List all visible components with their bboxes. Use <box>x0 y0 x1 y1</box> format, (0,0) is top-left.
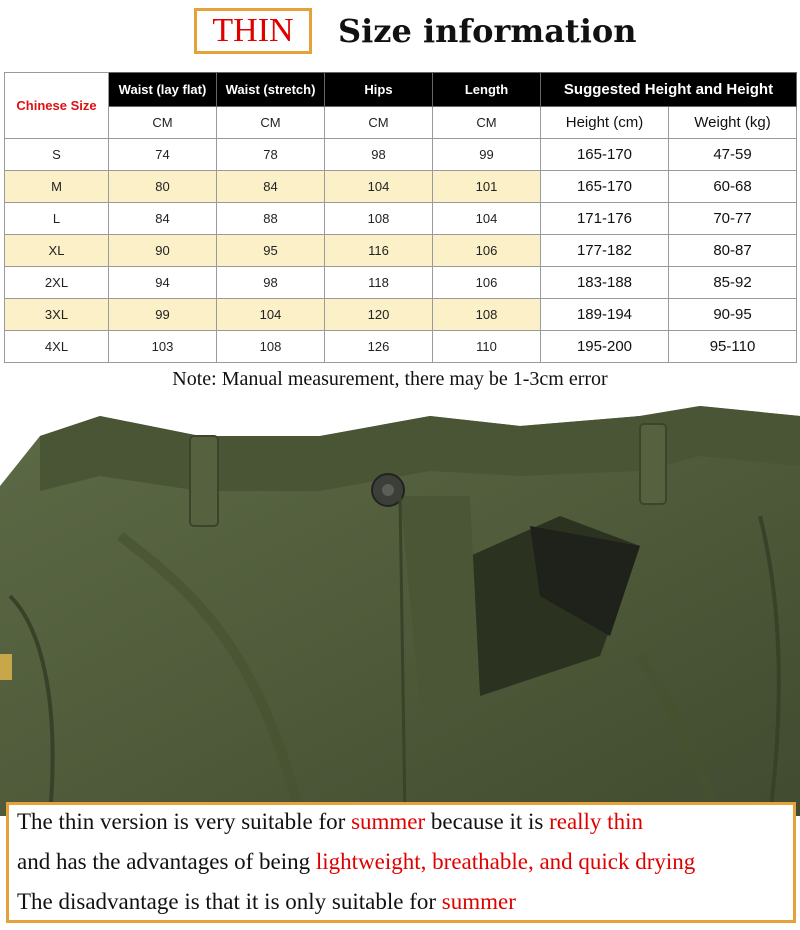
table-row <box>541 171 797 203</box>
thin-badge <box>194 8 312 54</box>
size-cell: XL <box>5 235 109 267</box>
value-cell: 99 <box>109 299 217 331</box>
suggested-table <box>540 72 797 363</box>
description-line-3 <box>17 889 516 915</box>
page-title: Size information <box>338 12 637 50</box>
value-cell: 78 <box>217 139 325 171</box>
description-line-2 <box>17 849 695 875</box>
size-cell: M <box>5 171 109 203</box>
value-cell: 88 <box>217 203 325 235</box>
description-box <box>6 802 796 923</box>
height-cell: 165-170 <box>541 171 669 203</box>
description-text: because it is <box>425 809 550 834</box>
value-cell: 116 <box>325 235 433 267</box>
height-cell: 171-176 <box>541 203 669 235</box>
header <box>0 6 800 60</box>
weight-cell: 47-59 <box>669 139 797 171</box>
table-row <box>541 139 797 171</box>
value-cell: 106 <box>433 267 541 299</box>
weight-cell: 70-77 <box>669 203 797 235</box>
value-cell: 108 <box>217 331 325 363</box>
weight-cell: 90-95 <box>669 299 797 331</box>
table-row <box>541 331 797 363</box>
thin-label: THIN <box>212 12 294 49</box>
weight-cell: 85-92 <box>669 267 797 299</box>
height-cell: 183-188 <box>541 267 669 299</box>
suggested-col-header: Height (cm) <box>541 107 669 139</box>
highlight-text: summer <box>351 809 426 834</box>
height-cell: 195-200 <box>541 331 669 363</box>
table-row <box>5 331 541 363</box>
weight-cell: 95-110 <box>669 331 797 363</box>
value-cell: 104 <box>217 299 325 331</box>
height-cell: 165-170 <box>541 139 669 171</box>
value-cell: 98 <box>325 139 433 171</box>
table-row <box>5 235 541 267</box>
measurement-note: Note: Manual measurement, there may be 1-3cm error <box>172 368 608 390</box>
weight-cell: 80-87 <box>669 235 797 267</box>
size-cell: 3XL <box>5 299 109 331</box>
value-cell: 94 <box>109 267 217 299</box>
value-cell: 108 <box>325 203 433 235</box>
value-cell: 103 <box>109 331 217 363</box>
value-cell: 74 <box>109 139 217 171</box>
size-col-header: Length <box>433 73 541 107</box>
value-cell: 120 <box>325 299 433 331</box>
size-table <box>4 72 541 363</box>
value-cell: 80 <box>109 171 217 203</box>
size-col-header: Hips <box>325 73 433 107</box>
value-cell: 104 <box>325 171 433 203</box>
height-cell: 177-182 <box>541 235 669 267</box>
value-cell: 84 <box>109 203 217 235</box>
value-cell: 104 <box>433 203 541 235</box>
table-row <box>5 299 541 331</box>
value-cell: 106 <box>433 235 541 267</box>
value-cell: 84 <box>217 171 325 203</box>
table-row <box>541 203 797 235</box>
table-row <box>541 299 797 331</box>
product-photo <box>0 396 800 816</box>
unit-cell: CM <box>433 107 541 139</box>
value-cell: 90 <box>109 235 217 267</box>
value-cell: 95 <box>217 235 325 267</box>
value-cell: 108 <box>433 299 541 331</box>
size-cell: S <box>5 139 109 171</box>
weight-cell: 60-68 <box>669 171 797 203</box>
size-cell: L <box>5 203 109 235</box>
size-cell: 2XL <box>5 267 109 299</box>
table-row <box>541 267 797 299</box>
unit-cell: CM <box>217 107 325 139</box>
value-cell: 98 <box>217 267 325 299</box>
description-line-1 <box>17 809 643 835</box>
table-row <box>541 235 797 267</box>
highlight-text: lightweight, breathable, and quick drying <box>315 849 696 874</box>
table-row <box>5 267 541 299</box>
table-row <box>5 171 541 203</box>
unit-cell: CM <box>325 107 433 139</box>
table-row <box>5 139 541 171</box>
unit-cell: CM <box>109 107 217 139</box>
suggested-col-header: Weight (kg) <box>669 107 797 139</box>
table-row <box>5 203 541 235</box>
value-cell: 118 <box>325 267 433 299</box>
value-cell: 126 <box>325 331 433 363</box>
size-table-corner: Chinese Size <box>5 73 109 139</box>
size-col-header: Waist (lay flat) <box>109 73 217 107</box>
size-cell: 4XL <box>5 331 109 363</box>
value-cell: 101 <box>433 171 541 203</box>
description-text: and has the advantages of being <box>17 849 316 874</box>
suggested-table-title: Suggested Height and Height <box>541 73 797 107</box>
description-text: The disadvantage is that it is only suitable for <box>17 889 442 914</box>
value-cell: 110 <box>433 331 541 363</box>
size-col-header: Waist (stretch) <box>217 73 325 107</box>
highlight-text: summer <box>441 889 516 914</box>
highlight-text: really thin <box>549 809 643 834</box>
height-cell: 189-194 <box>541 299 669 331</box>
description-text: The thin version is very suitable for <box>17 809 352 834</box>
value-cell: 99 <box>433 139 541 171</box>
